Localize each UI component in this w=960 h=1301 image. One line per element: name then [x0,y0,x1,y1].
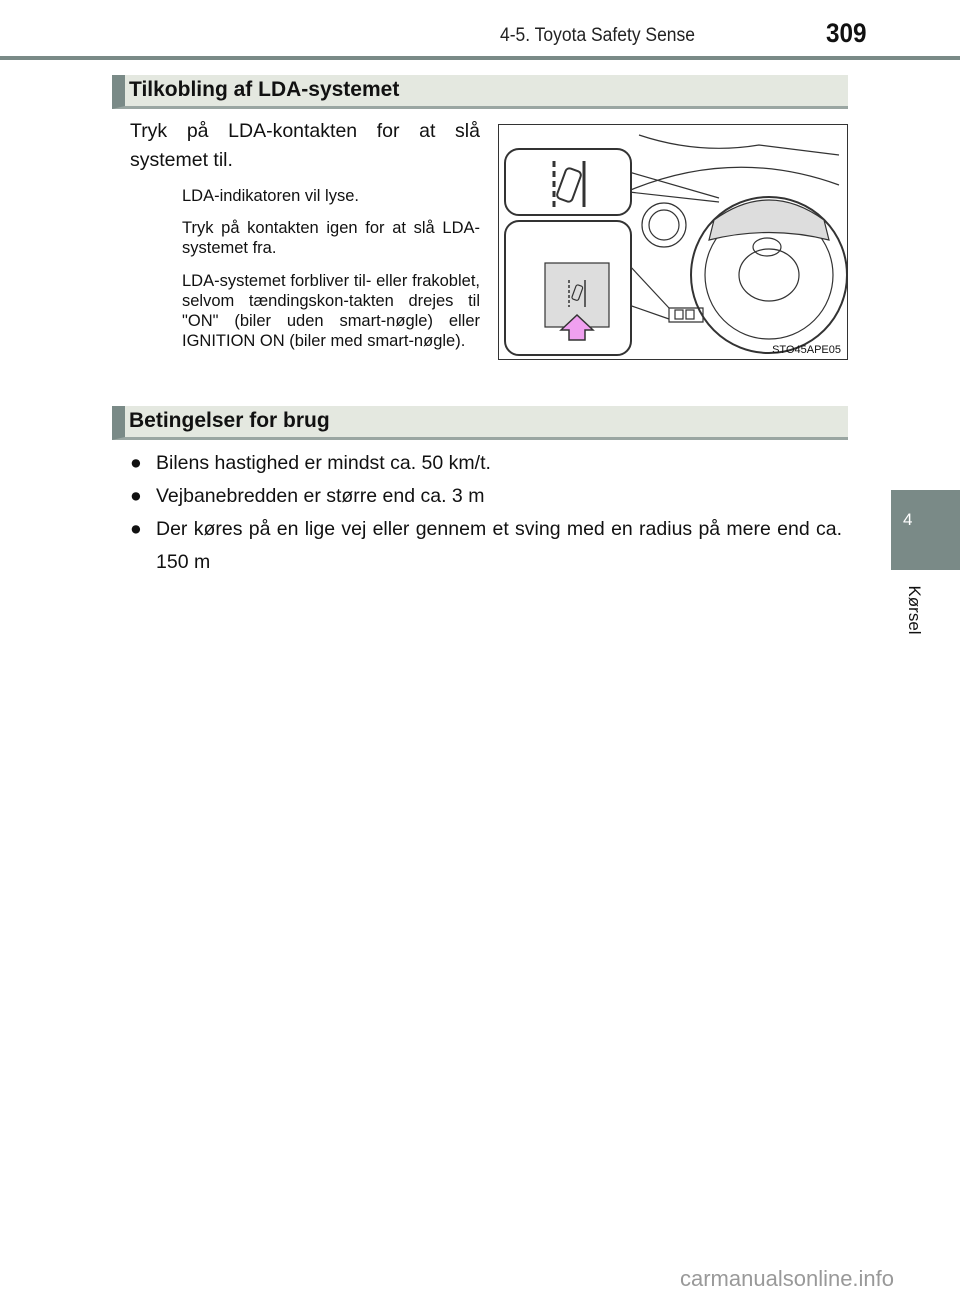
section-title: Betingelser for brug [129,409,330,432]
watermark: carmanualsonline.info [680,1266,895,1291]
section-heading-activation [112,75,848,109]
bullet-icon: ● [130,518,142,540]
bullet-icon: ● [130,452,142,474]
chapter-number: 4 [903,510,913,529]
note-2: Tryk på kontakten igen for at slå LDA-systemet fra. [182,219,480,257]
dashboard-illustration [498,124,848,360]
chapter-tab [891,490,960,570]
condition-bullet: ● Der køres på en lige vej eller gennem et sving med en radius på mere end ca. 150 m [130,513,842,579]
page-number: 309 [826,18,867,48]
header-section-title: 4-5. Toyota Safety Sense [500,25,695,46]
bullet-icon: ● [130,485,142,507]
note-3: LDA-systemet forbliver til- eller frakoblet, selvom tændingskon-takten drejes til "ON" (biler uden smart-nøgle) eller IGNITION ON (biler med smart-nøgle). [182,272,480,350]
header-divider [0,56,960,60]
dashboard-drawing [499,125,847,359]
note-1: LDA-indikatoren vil lyse. [182,187,359,205]
condition-bullet: ● Vejbanebredden er større end ca. 3 m [130,480,842,513]
figure-code: STO45APE05 [772,344,841,356]
intro-text: Tryk på LDA-kontakten for at slå systemet til. [130,120,480,171]
section-heading-conditions [112,406,848,440]
section-title: Tilkobling af LDA-systemet [129,78,400,101]
chapter-label: Kørsel [905,585,924,635]
condition-bullet: ● Bilens hastighed er mindst ca. 50 km/t. [130,447,842,480]
